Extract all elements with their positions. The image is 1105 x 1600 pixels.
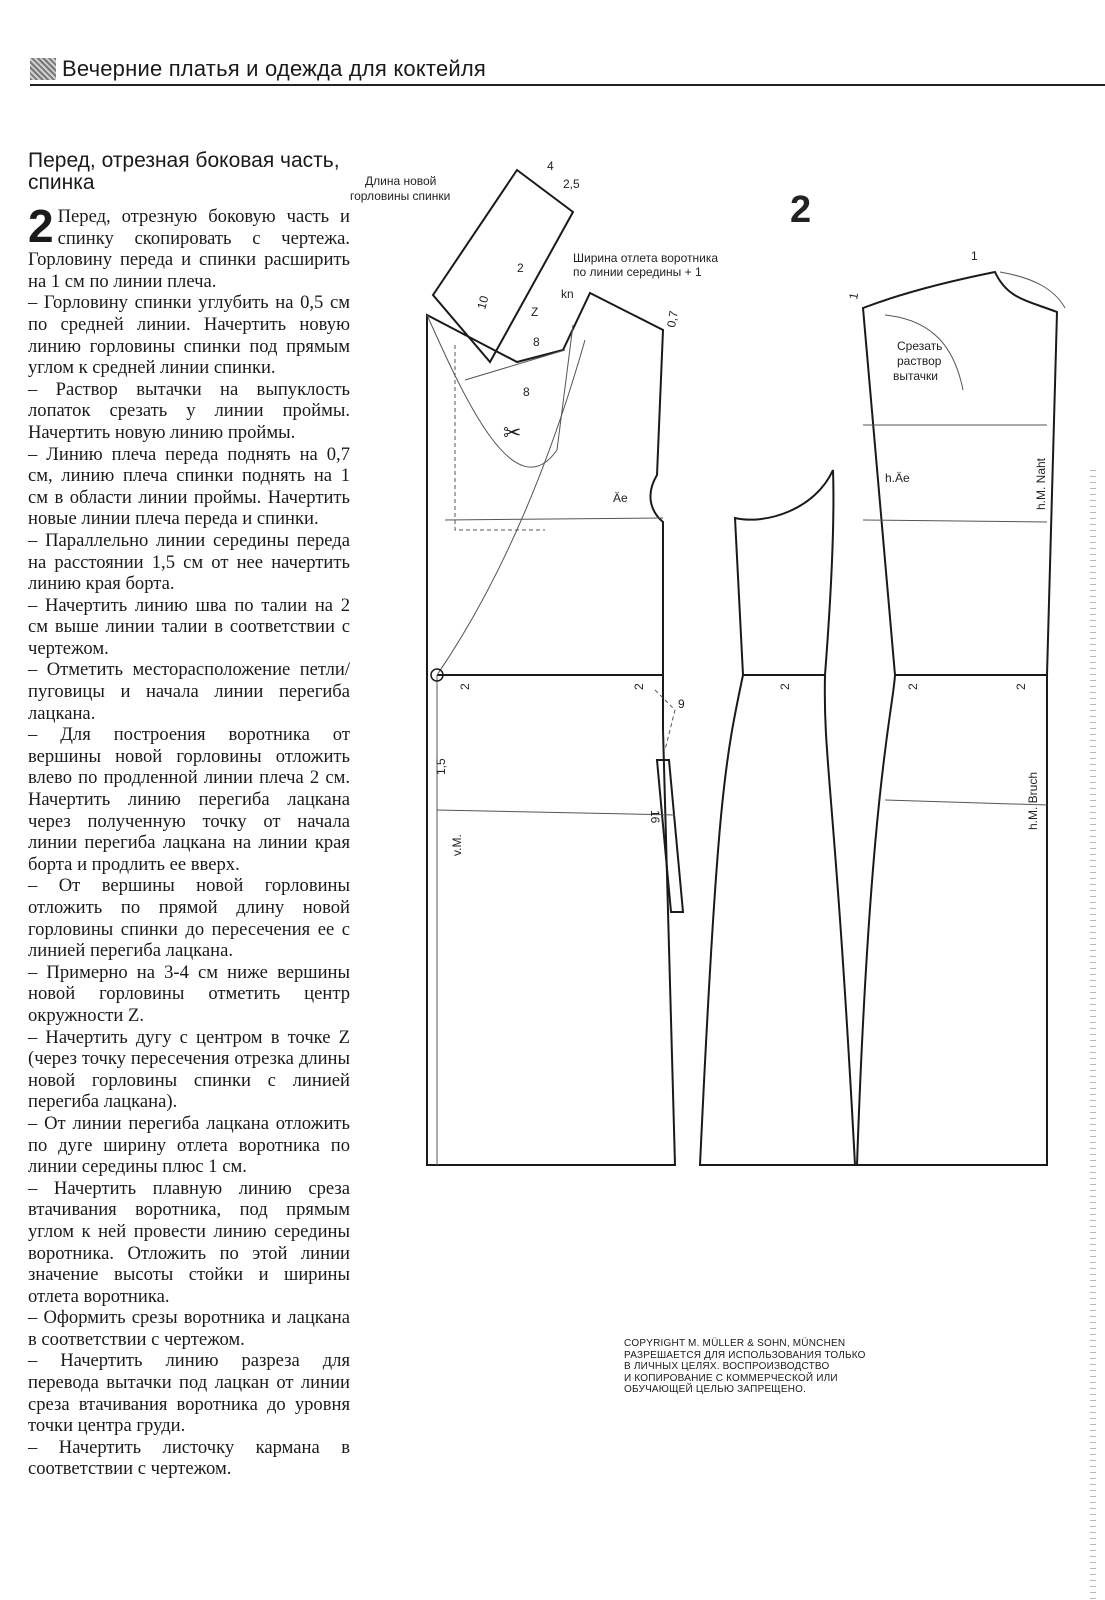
instruction-step: – Для построения воротника от вершины новой горловины отложить влево по продленной линии плеча 2 см. Начертить линию перегиба лацкана через полученную точку от начала линии перегиба лацкана на линии края борта и продлить ее вверх.	[28, 724, 350, 875]
section-heading-line-1: Перед, отрезная боковая часть,	[28, 149, 340, 172]
label-armhole-back: h.Äe	[885, 471, 910, 485]
waist-offset-4: 2	[906, 683, 920, 690]
label-kn: kn	[561, 287, 574, 301]
hip-guide-line	[437, 810, 675, 815]
label-neck-length-2: горловины спинки	[350, 189, 451, 203]
label-center-front: v.M.	[450, 834, 464, 856]
pattern-drawing	[345, 150, 1085, 1180]
measure-16: 16	[648, 810, 662, 824]
waist-offset-1: 2	[458, 683, 472, 690]
original-neckline	[455, 345, 545, 530]
copyright-line: COPYRIGHT M. MÜLLER & SOHN, MÜNCHEN	[624, 1338, 846, 1349]
measure-1-top: 1	[971, 249, 978, 263]
scissors-icon: ✂	[503, 420, 522, 445]
instruction-step: – Начертить линию разреза для перевода вытачки под лацкан от линии среза втачивания воротника до уровня точки центра груди.	[28, 1350, 350, 1437]
intro-text: Перед, отрезную боковую часть и спинку скопировать с чертежа. Горловину переда и спинки расширить на 1 см по линии плеча.	[28, 206, 350, 292]
label-armhole-front: Äe	[613, 491, 628, 505]
hip-guide-line-back	[885, 800, 1047, 805]
waist-offset-2: 2	[632, 683, 646, 690]
pocket-guide	[655, 690, 675, 750]
section-heading	[28, 150, 358, 194]
label-back-fold: h.M. Bruch	[1026, 771, 1040, 830]
neck-line-front	[465, 350, 565, 380]
measure-2: 2	[517, 261, 524, 275]
step-number: 2	[28, 200, 54, 252]
page-title: Вечерние платья и одежда для коктейля	[62, 56, 487, 81]
measure-4: 4	[547, 159, 554, 173]
copyright-notice	[624, 1338, 884, 1396]
instruction-step: – Линию плеча переда поднять на 0,7 см, линию плеча спинки поднять на 1 см в области линии проймы. Начертить новые линии плеча переда и спинки.	[28, 443, 350, 530]
measure-0-7: 0,7	[664, 309, 681, 329]
instruction-step: – Раствор вытачки на выпуклость лопаток срезать у линии проймы. Начертить новую линию проймы.	[28, 378, 350, 443]
waist-offset-5: 2	[1014, 683, 1028, 690]
instruction-step: – Оформить срезы воротника и лацкана в соответствии с чертежом.	[28, 1307, 350, 1350]
pattern-outlines	[427, 170, 1057, 1165]
point-z: Z	[531, 305, 539, 319]
label-collar-width-1: Ширина отлета воротника	[573, 251, 719, 265]
instructions-text	[28, 200, 350, 1480]
waist-offset-3: 2	[778, 683, 792, 690]
label-back-seam: h.M. Naht	[1034, 457, 1048, 510]
measure-8-top: 8	[533, 335, 540, 349]
instruction-step: – Начертить дугу с центром в точке Z (через точку пересечения отрезка длины новой горловины спинки с линией перегиба лацкана).	[28, 1026, 350, 1113]
measure-8-bottom: 8	[523, 385, 530, 399]
label-cut-dart-1: Срезать	[897, 339, 943, 353]
pocket-welt	[657, 760, 683, 912]
instruction-step: – Отметить месторасположение петли/пуговицы и начала линии перегиба лацкана.	[28, 659, 350, 724]
chest-guide-line-back	[863, 520, 1047, 522]
instruction-step: – Начертить линию шва по талии на 2 см выше линии талии в соответствии с чертежом.	[28, 594, 350, 659]
header-rule	[30, 84, 1105, 86]
page-header	[30, 56, 1105, 86]
instruction-step: – Параллельно линии середины переда на расстоянии 1,5 см от нее начертить линию края борта.	[28, 529, 350, 595]
intro-paragraph	[28, 200, 350, 292]
label-cut-dart-3: вытачки	[893, 369, 938, 383]
label-neck-length-1: Длина новой	[365, 174, 437, 188]
figure-number: 2	[790, 189, 812, 231]
copyright-line: ОБУЧАЮЩЕЙ ЦЕЛЬЮ ЗАПРЕЩЕНО.	[624, 1384, 807, 1395]
front-piece	[427, 293, 675, 1165]
lapel-roll-line	[437, 340, 585, 675]
measure-10: 10	[474, 294, 492, 311]
collar-piece	[433, 170, 573, 362]
label-collar-width-2: по линии середины + 1	[573, 265, 702, 279]
instruction-step: – От вершины новой горловины отложить по прямой длину новой горловины спинки до пересечения ее с линией перегиба лацкана.	[28, 875, 350, 962]
measure-1-side: 1	[846, 291, 862, 301]
label-cut-dart-2: раствор	[897, 354, 942, 368]
construction-lines	[427, 272, 1065, 1165]
section-heading-line-2: спинка	[28, 171, 95, 194]
instruction-step: – Начертить плавную линию среза втачивания воротника, под прямым углом к ней провести линию середины воротника. Отложить по этой линии значение высоты стойки и ширины отлета воротника.	[28, 1177, 350, 1307]
copyright-line: РАЗРЕШАЕТСЯ ДЛЯ ИСПОЛЬЗОВАНИЯ ТОЛЬКО	[624, 1349, 866, 1361]
measure-1-5: 1,5	[434, 758, 448, 775]
copyright-line: И КОПИРОВАНИЕ С КОММЕРЧЕСКОЙ ИЛИ	[624, 1372, 838, 1384]
instruction-step: – От линии перегиба лацкана отложить по дуге ширину отлета воротника по линии середины плюс 1 см.	[28, 1112, 350, 1178]
measure-9: 9	[678, 697, 685, 711]
instruction-step: – Начертить листочку кармана в соответствии с чертежом.	[28, 1436, 350, 1480]
measure-2-5: 2,5	[563, 177, 580, 191]
section-marker	[30, 58, 56, 80]
instruction-step: – Горловину спинки углубить на 0,5 см по средней линии. Начертить новую линию горловины спинки под прямым углом к средней линии спинки.	[28, 292, 350, 379]
back-piece	[857, 272, 1057, 1165]
chest-guide-line	[445, 518, 663, 520]
copyright-line: В ЛИЧНЫХ ЦЕЛЯХ. ВОСПРОИЗВОДСТВО	[624, 1361, 830, 1372]
instruction-step: – Примерно на 3-4 см ниже вершины новой горловины отметить центр окружности Z.	[28, 961, 350, 1026]
page-edge	[1090, 470, 1096, 1600]
side-piece	[700, 470, 855, 1165]
